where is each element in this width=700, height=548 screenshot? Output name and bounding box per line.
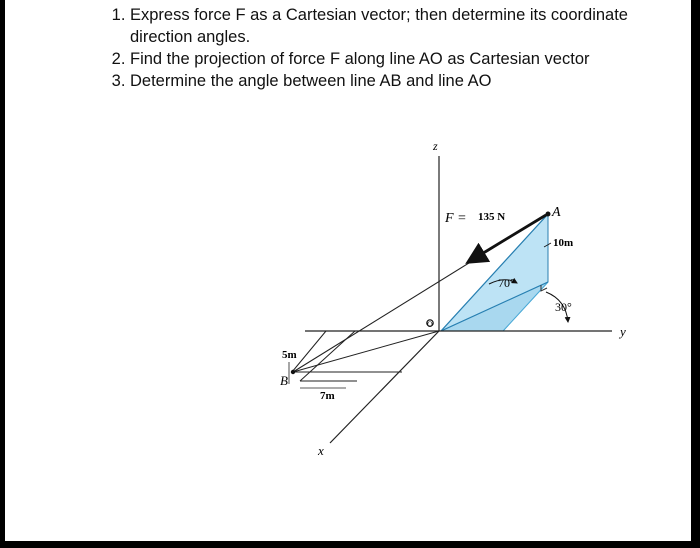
point-a-label: A bbox=[552, 205, 561, 220]
force-equals: = bbox=[458, 211, 466, 226]
x-axis-label: x bbox=[318, 443, 324, 458]
x-axis bbox=[330, 331, 439, 443]
point-a-dot bbox=[546, 212, 551, 217]
dim-5m-label: 5m bbox=[282, 349, 297, 361]
point-b-label: B bbox=[280, 373, 288, 388]
point-b-dot bbox=[291, 370, 295, 374]
angle-70-label: 70° bbox=[498, 276, 515, 290]
question-3: 3. Determine the angle between line AB and line AO bbox=[130, 70, 690, 92]
force-value: 135 N bbox=[478, 211, 506, 223]
construction-line-1 bbox=[292, 331, 326, 372]
y-axis-label: y bbox=[620, 324, 626, 339]
question-1: 1. Express force F as a Cartesian vector; then determine its coordinate direction angles. bbox=[130, 4, 690, 48]
construction-line-2 bbox=[300, 331, 355, 381]
question-2: 2. Find the projection of force F along line AO as Cartesian vector bbox=[130, 48, 690, 70]
force-symbol: F bbox=[445, 211, 454, 226]
length-oa-label: 10m bbox=[553, 237, 574, 249]
origin-label: O bbox=[427, 320, 433, 329]
line-b-origin bbox=[293, 331, 439, 372]
angle-30-label: 30° bbox=[555, 300, 572, 314]
dim-7m-label: 7m bbox=[320, 390, 335, 402]
z-axis-label: z bbox=[433, 139, 438, 153]
